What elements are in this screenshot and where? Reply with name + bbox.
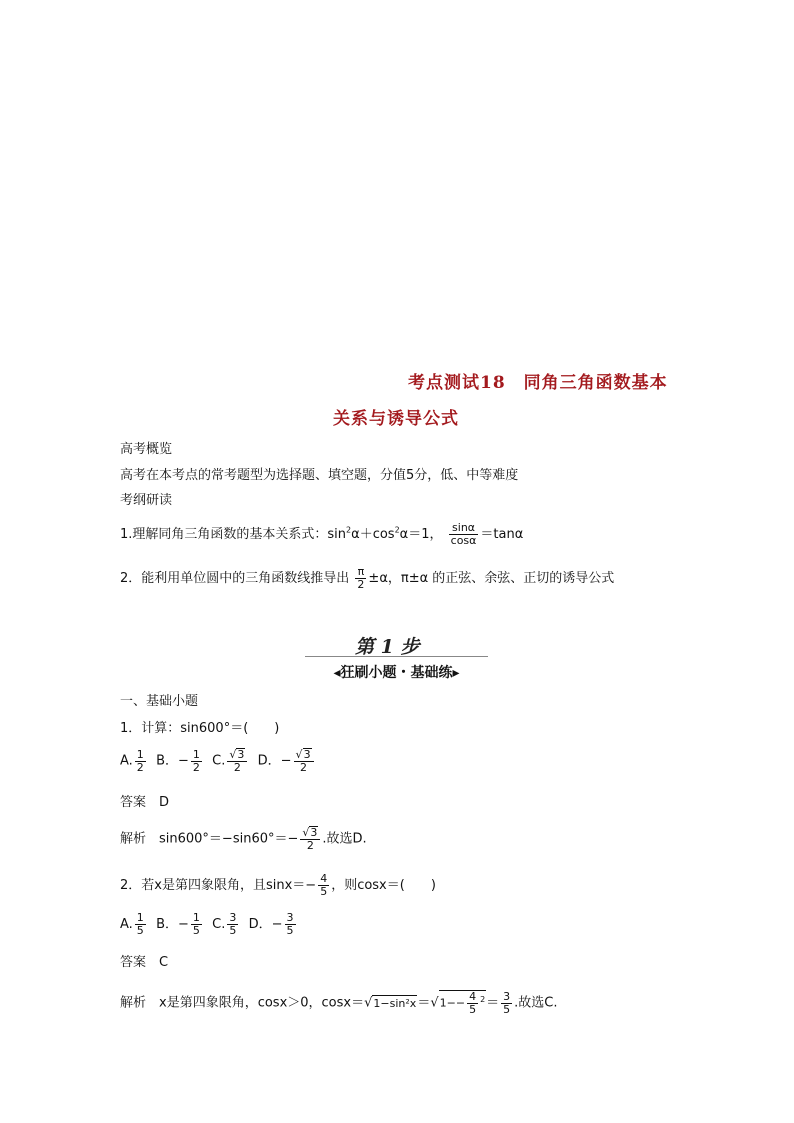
question-1-options: A. $\frac{1}{2}$ B．− $\frac{1}{2}$ C. $\frac{√3}{2}$ D．− $\frac{√3}{2}$ [120, 748, 316, 774]
syllabus-heading: 考纲研读 [120, 493, 173, 508]
syllabus-item-2: 2．能利用单位圆中的三角函数线推导出 $\frac{\pi}{2}$ ±α，π±α 的正弦、余弦、正切的诱导公式 [120, 565, 615, 591]
syllabus-item-1: 1.理解同角三角函数的基本关系式：$\sin^2\alpha+\cos^2\alpha=1$， $\frac{\sin\alpha}{\cos\alpha}$ ＝tanα [120, 521, 524, 547]
question-2-stem: 2．若x是第四象限角，且sinx＝− $\frac{4}{5}$ ，则cosx＝( ) [120, 872, 436, 898]
step-banner [305, 634, 488, 682]
question-2-analysis: 解析 x是第四象限角，cosx＞0，cosx＝√1−sin²x＝√1−− $\frac{4}{5}$ $^2$＝ $\frac{3}{5}$ .故选C. [120, 989, 558, 1016]
banner-subtitle: ◂狂刷小题・基础练▸ [333, 665, 460, 681]
page-title-line2: 关系与诱导公式 [333, 409, 459, 429]
question-1-stem: 1．计算：sin600°＝( ) [120, 721, 280, 736]
question-2-options: A. $\frac{1}{5}$ B．− $\frac{1}{5}$ C. $\frac{3}{5}$ D．− $\frac{3}{5}$ [120, 911, 294, 937]
question-1-analysis: 解析 sin600°＝−sin60°＝− $\frac{√3}{2}$ .故选D. [120, 826, 367, 852]
fraction: $\frac{\pi}{2}$ [357, 565, 365, 591]
page-title-line1: 考点测试18 同角三角函数基本 [408, 373, 668, 393]
section-heading: 一、基础小题 [120, 694, 199, 709]
banner-divider [305, 656, 488, 657]
overview-heading: 高考概览 [120, 442, 173, 457]
overview-text: 高考在本考点的常考题型为选择题、填空题，分值5分，低、中等难度 [120, 468, 519, 483]
fraction: $\frac{\sin\alpha}{\cos\alpha}$ [450, 521, 477, 547]
question-1-answer: 答案 D [120, 795, 170, 810]
question-2-answer: 答案 C [120, 955, 169, 970]
banner-title: 第 1 步 [355, 636, 420, 658]
